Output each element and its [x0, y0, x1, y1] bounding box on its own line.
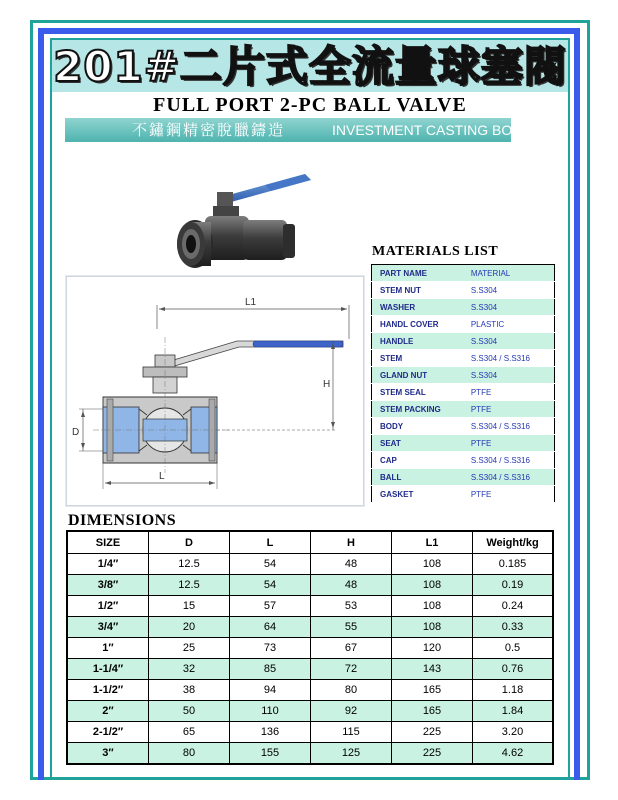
cell-weight: 1.18 — [473, 680, 554, 701]
cell-d: 12.5 — [149, 554, 230, 575]
cell-l: 57 — [230, 596, 311, 617]
material: S.S304 / S.S316 — [467, 418, 555, 435]
cell-l1: 165 — [392, 680, 473, 701]
cell-weight: 0.19 — [473, 575, 554, 596]
cell-l1: 143 — [392, 659, 473, 680]
cell-h: 48 — [311, 554, 392, 575]
table-row — [67, 554, 553, 575]
cell-weight: 1.84 — [473, 701, 554, 722]
table-row — [67, 722, 553, 743]
table-row — [372, 435, 555, 452]
part-name: HANDLE — [372, 333, 467, 350]
cell-size: 3″ — [67, 743, 149, 765]
part-name: STEM PACKING — [372, 401, 467, 418]
cell-size: 1-1/4″ — [67, 659, 149, 680]
subtitle-chinese: 不鏽鋼精密脫臘鑄造 — [132, 121, 286, 139]
material: S.S304 — [467, 299, 555, 316]
cell-d: 20 — [149, 617, 230, 638]
material: PTFE — [467, 486, 555, 503]
label-l1: L1 — [245, 297, 257, 308]
cell-l: 136 — [230, 722, 311, 743]
table-row — [372, 418, 555, 435]
table-row — [372, 282, 555, 299]
material: PLASTIC — [467, 316, 555, 333]
part-name: BODY — [372, 418, 467, 435]
cell-h: 48 — [311, 575, 392, 596]
table-row — [67, 617, 553, 638]
table-row — [67, 743, 553, 765]
header-l1: L1 — [392, 531, 473, 554]
cell-weight: 0.185 — [473, 554, 554, 575]
part-name: SEAT — [372, 435, 467, 452]
table-row — [67, 638, 553, 659]
header-l: L — [230, 531, 311, 554]
cell-l1: 225 — [392, 743, 473, 765]
subtitle-english: INVESTMENT CASTING BODY — [332, 122, 532, 138]
ball-valve-photo — [165, 172, 315, 284]
cell-weight: 0.24 — [473, 596, 554, 617]
material: S.S304 / S.S316 — [467, 350, 555, 367]
part-name: BALL — [372, 469, 467, 486]
table-row — [372, 316, 555, 333]
cell-d: 80 — [149, 743, 230, 765]
materials-header-row — [372, 265, 555, 282]
table-row — [372, 401, 555, 418]
cell-h: 55 — [311, 617, 392, 638]
cell-d: 65 — [149, 722, 230, 743]
materials-header-material: MATERIAL — [467, 265, 555, 282]
table-row — [67, 596, 553, 617]
material: PTFE — [467, 435, 555, 452]
cell-l: 54 — [230, 575, 311, 596]
label-d: D — [72, 427, 80, 438]
valve-cross-section — [67, 277, 363, 505]
header-h: H — [311, 531, 392, 554]
cell-size: 1/2″ — [67, 596, 149, 617]
cell-weight: 0.76 — [473, 659, 554, 680]
part-name: HANDL COVER — [372, 316, 467, 333]
cell-l: 73 — [230, 638, 311, 659]
table-row — [372, 299, 555, 316]
material: S.S304 / S.S316 — [467, 452, 555, 469]
part-name: WASHER — [372, 299, 467, 316]
cell-d: 15 — [149, 596, 230, 617]
part-name: GLAND NUT — [372, 367, 467, 384]
cell-l1: 165 — [392, 701, 473, 722]
part-name: CAP — [372, 452, 467, 469]
cell-d: 25 — [149, 638, 230, 659]
cell-l: 155 — [230, 743, 311, 765]
cell-h: 125 — [311, 743, 392, 765]
table-row — [67, 575, 553, 596]
header-weight: Weight/kg — [473, 531, 554, 554]
materials-header-part: PART NAME — [372, 265, 467, 282]
cell-h: 92 — [311, 701, 392, 722]
table-row — [372, 350, 555, 367]
table-row — [372, 486, 555, 503]
cell-weight: 0.33 — [473, 617, 554, 638]
cell-h: 53 — [311, 596, 392, 617]
cell-l: 94 — [230, 680, 311, 701]
cell-l: 85 — [230, 659, 311, 680]
dimensions-header-row — [67, 531, 553, 554]
header-d: D — [149, 531, 230, 554]
table-row — [67, 659, 553, 680]
table-row — [372, 469, 555, 486]
material: S.S304 — [467, 282, 555, 299]
part-name: GASKET — [372, 486, 467, 503]
cell-size: 1/4″ — [67, 554, 149, 575]
cell-l: 54 — [230, 554, 311, 575]
material: S.S304 — [467, 333, 555, 350]
cell-size: 1-1/2″ — [67, 680, 149, 701]
cell-h: 67 — [311, 638, 392, 659]
part-name: STEM SEAL — [372, 384, 467, 401]
material: S.S304 / S.S316 — [467, 469, 555, 486]
cell-d: 12.5 — [149, 575, 230, 596]
cell-l1: 225 — [392, 722, 473, 743]
cell-weight: 4.62 — [473, 743, 554, 765]
cell-l: 64 — [230, 617, 311, 638]
cell-l1: 108 — [392, 554, 473, 575]
cell-weight: 0.5 — [473, 638, 554, 659]
part-name: STEM NUT — [372, 282, 467, 299]
dimensions-title: DIMENSIONS — [68, 512, 177, 529]
cell-h: 80 — [311, 680, 392, 701]
table-row — [372, 333, 555, 350]
material: S.S304 — [467, 367, 555, 384]
title-chinese: 201#二片式全流量球塞閥 — [53, 42, 567, 91]
cell-size: 3/4″ — [67, 617, 149, 638]
cell-size: 2″ — [67, 701, 149, 722]
dimensions-table — [66, 530, 554, 765]
cell-size: 3/8″ — [67, 575, 149, 596]
material: PTFE — [467, 401, 555, 418]
header-size: SIZE — [67, 531, 149, 554]
material: PTFE — [467, 384, 555, 401]
table-row — [372, 367, 555, 384]
cell-d: 38 — [149, 680, 230, 701]
cell-size: 2-1/2″ — [67, 722, 149, 743]
cell-l1: 108 — [392, 617, 473, 638]
cell-l1: 120 — [392, 638, 473, 659]
label-h: H — [323, 379, 331, 390]
table-row — [372, 384, 555, 401]
table-row — [67, 680, 553, 701]
cell-l: 110 — [230, 701, 311, 722]
cell-weight: 3.20 — [473, 722, 554, 743]
cell-l1: 108 — [392, 575, 473, 596]
table-row — [67, 701, 553, 722]
technical-drawing — [66, 276, 364, 506]
materials-table — [371, 264, 555, 503]
table-row — [372, 452, 555, 469]
cell-l1: 108 — [392, 596, 473, 617]
cell-size: 1″ — [67, 638, 149, 659]
cell-d: 50 — [149, 701, 230, 722]
part-name: STEM — [372, 350, 467, 367]
cell-h: 115 — [311, 722, 392, 743]
cell-d: 32 — [149, 659, 230, 680]
title-english: FULL PORT 2-PC BALL VALVE — [153, 94, 467, 116]
cell-h: 72 — [311, 659, 392, 680]
materials-title: MATERIALS LIST — [372, 244, 499, 259]
label-l: L — [159, 471, 165, 482]
